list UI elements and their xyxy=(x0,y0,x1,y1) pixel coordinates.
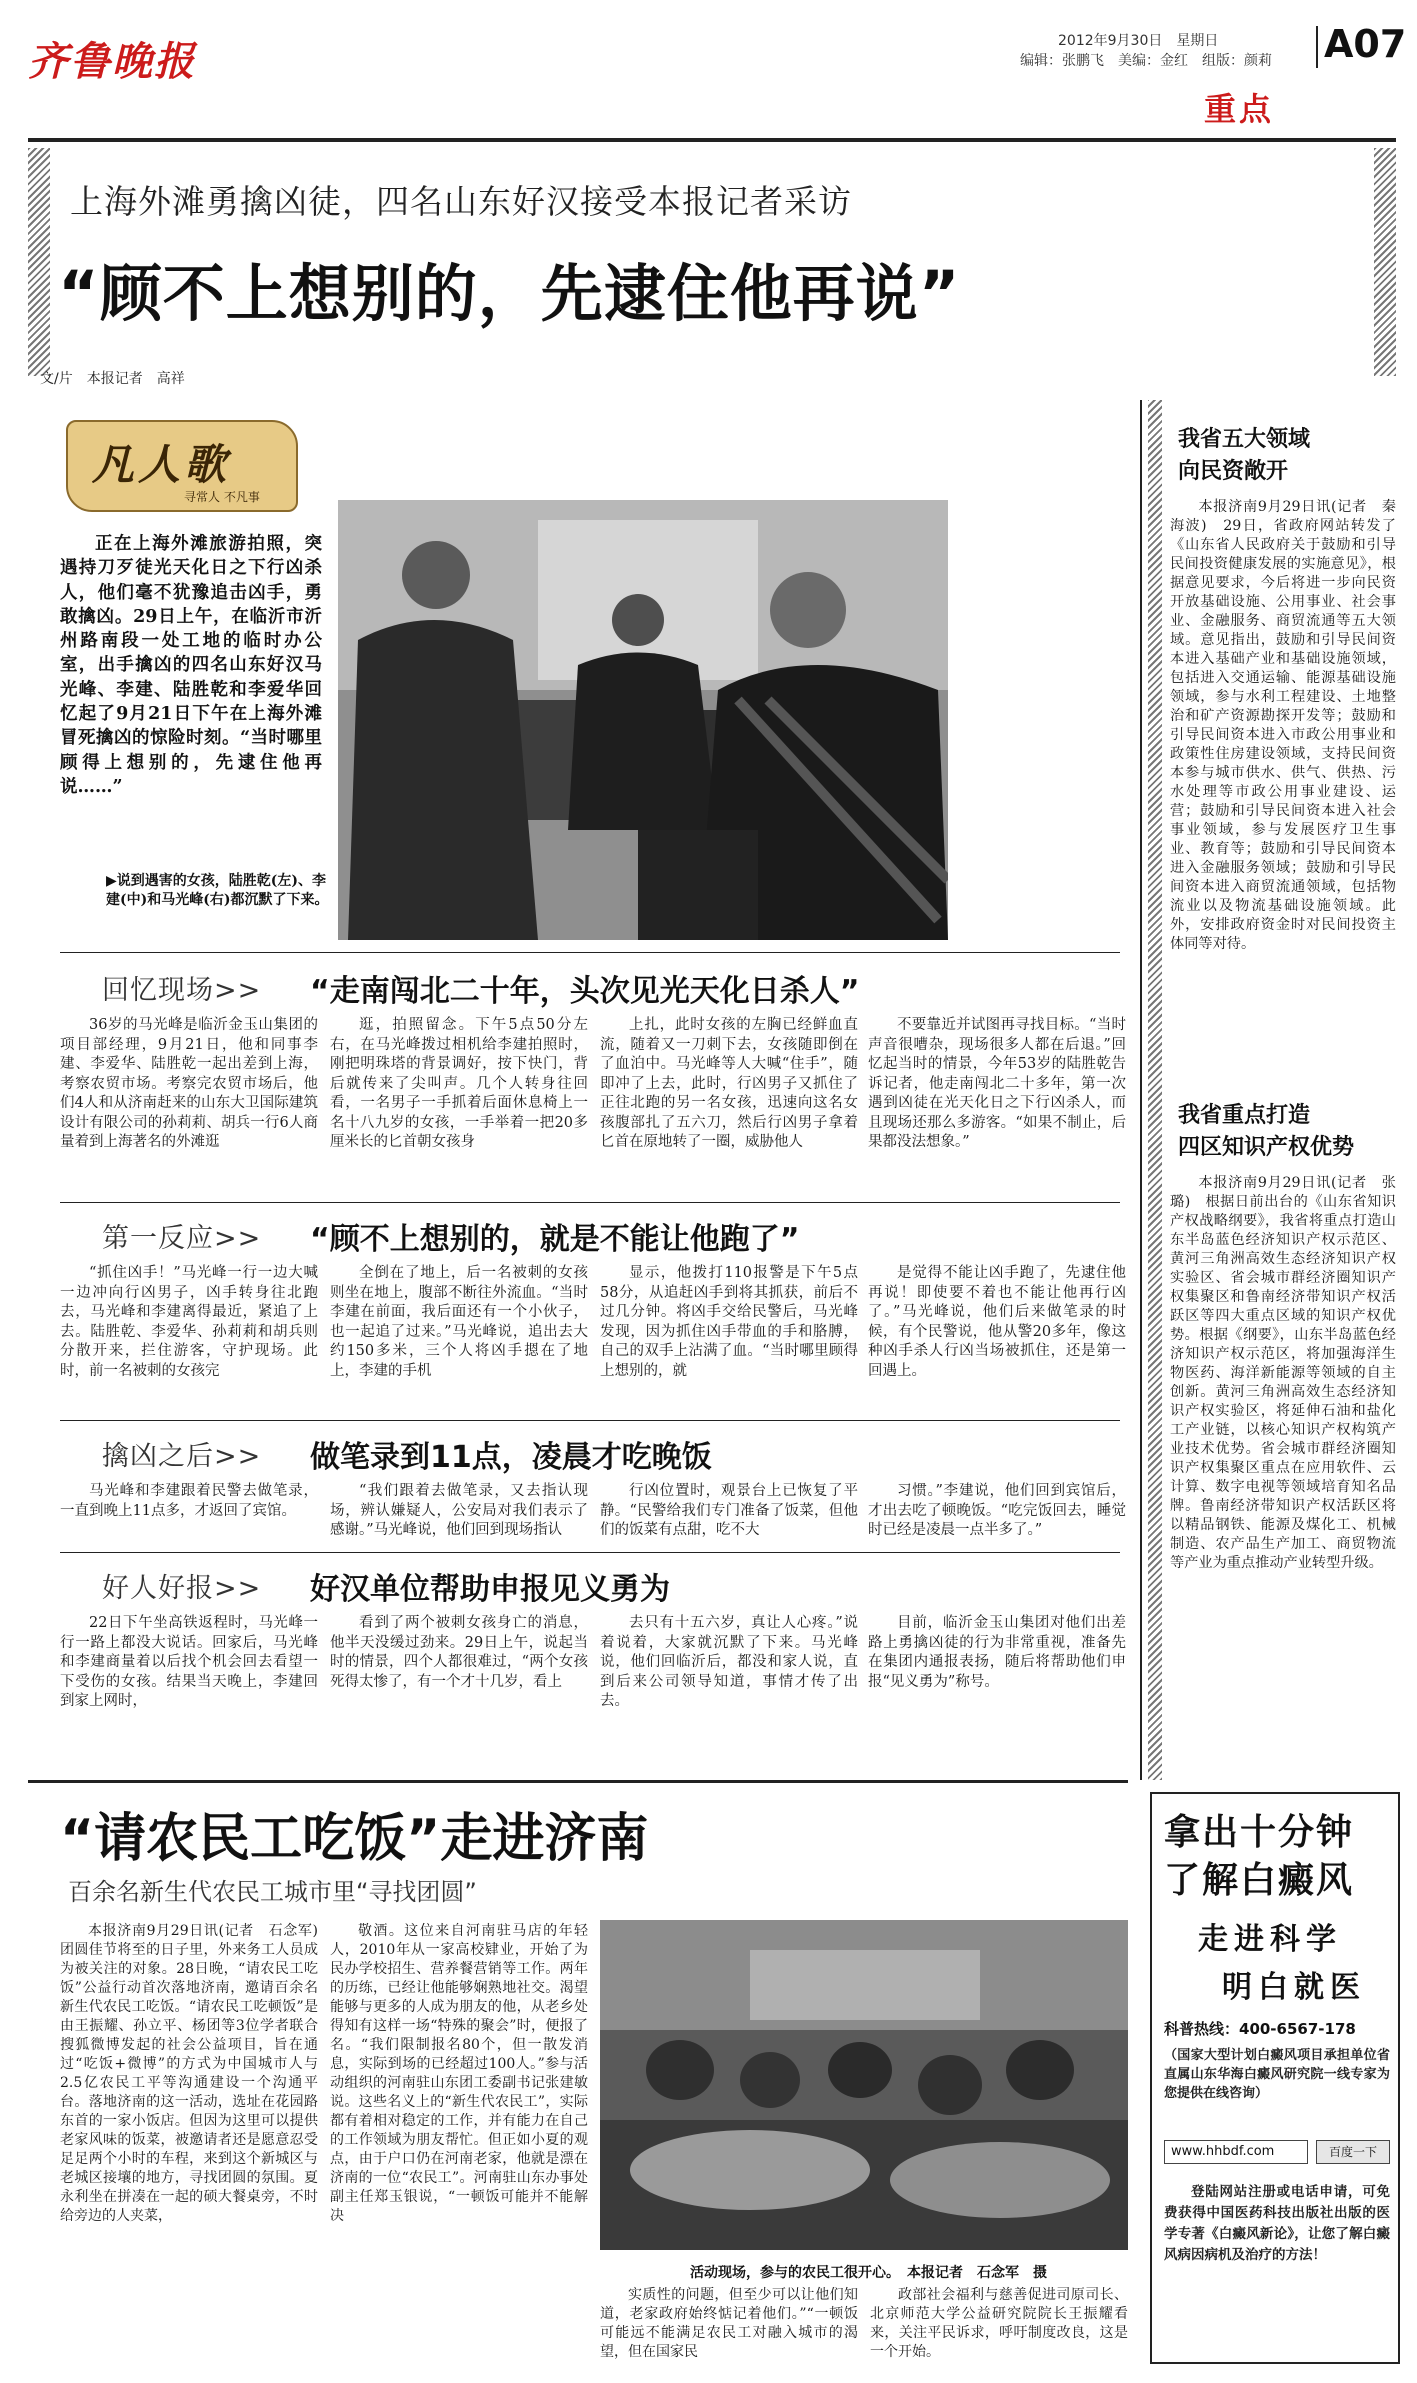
newspaper-logo: 齐鲁晚报 xyxy=(28,38,196,85)
sidebar-story-private-capital xyxy=(1170,424,1396,954)
sidebar-divider xyxy=(1140,400,1142,1780)
section-title: “走南闯北二十年，头次见光天化日杀人” xyxy=(310,974,860,1009)
section-title: 好汉单位帮助申报见义勇为 xyxy=(310,1572,670,1607)
section-column: 看到了两个被刺女孩身亡的消息，他半天没缓过劲来。29日上午，说起当时的情景，四个人都很难过，“两个女孩死得太惨了，有一个才十几岁，看上 xyxy=(330,1615,588,1690)
second-column: 敬酒。这位来自河南驻马店的年轻人，2010年从一家高校肄业，开始了为民办学校招生、营养餐营销等工作。两年的历练，已经让他能够娴熟地社交。渴望能够与更多的人成为朋友的他，从老乡处得知有这样一场“特殊的聚会”时，便报了名。“我们限制报名80个，但一散发消息，实际到场的已经超过100人。”参与活动组织的河南驻山东团工委副书记张建敏说。这些名义上的“新生代农民工”，实际都有着相对稳定的工作，并有能力在自己的工作领域为朋友帮忙。但正如小夏的观点，由于户口仍在河南老家，他就是漂在济南的一位“农民工”。河南驻山东办事处副主任郑玉银说，“一顿饭可能并不能解决 xyxy=(330,1923,588,2224)
page-number: A07 xyxy=(1324,22,1407,66)
section-column: 上扎，此时女孩的左胸已经鲜血直流，随着又一刀刺下去，女孩随即倒在了血泊中。马光峰等人大喊“住手”，随即冲了上去，此时，行凶男子又抓住了正往北跑的另一名女孩，迅速向这名女孩腹部扎了五六刀，然后行凶男子拿着匕首在原地转了一圈，威胁他人 xyxy=(600,1017,858,1150)
section-rule xyxy=(60,1552,1120,1553)
ad-note: （国家大型计划白癜风项目承担单位省直属山东华海白癜风研究院一线专家为您提供在线咨询） xyxy=(1164,2048,1390,2101)
column-logo-subtitle: 寻常人 不凡事 xyxy=(184,490,260,504)
section-title: 做笔录到11点，凌晨才吃晚饭 xyxy=(310,1440,712,1475)
section-recall xyxy=(60,964,1125,1222)
masthead-rule xyxy=(28,138,1396,142)
masthead xyxy=(0,0,1417,145)
section-column: “我们跟着去做笔录，又去指认现场，辨认嫌疑人，公安局对我们表示了感谢。”马光峰说，他们回到现场指认 xyxy=(330,1483,588,1538)
section-after-capture xyxy=(60,1430,1125,1580)
editors-credit: 编辑：张鹏飞 美编：金红 组版：颜莉 xyxy=(1020,53,1272,69)
column-logo xyxy=(66,420,298,512)
header-hatch-right xyxy=(1374,148,1396,376)
lead-intro: 正在上海外滩旅游拍照，突遇持刀歹徒光天化日之下行凶杀人，他们毫不犹豫追击凶手，勇敢擒凶。29日上午，在临沂市沂州路南段一处工地的临时办公室，出手擒凶的四名山东好汉马光峰、李建、陆胜乾和李爱华回忆起了9月21日下午在上海外滩冒死擒凶的惊险时刻。“当时哪里顾得上想别的，先逮住他再说……” xyxy=(60,534,322,797)
section-column: 逛，拍照留念。下午5点50分左右，在马光峰拨过相机给李建拍照时，刚把明珠塔的背景调好，按下快门，背后就传来了尖叫声。几个人转身往回看，一名男子一手抓着后面休息椅上一名十八九岁的女孩，一手举着一把20多厘米长的匕首朝女孩身 xyxy=(330,1017,588,1150)
second-photo-image xyxy=(600,1920,1128,2250)
issue-date: 2012年9月30日 星期日 xyxy=(1058,33,1219,49)
sidebar-story-title: 我省重点打造 xyxy=(1178,1103,1311,1128)
section-rule xyxy=(60,1420,1120,1421)
section-column: “抓住凶手！”马光峰一行一边大喊一边冲向行凶男子，凶手转身往北跑去，马光峰和李建离得最近，紧追了上去。陆胜乾、李爱华、孙莉莉和胡兵则分散开来，拦住游客，守护现场。此时，前一名被刺的女孩完 xyxy=(60,1265,318,1379)
section-label: 擒凶之后>> xyxy=(102,1441,262,1472)
section-column: 全倒在了地上，后一名被刺的女孩则坐在地上，腹部不断往外流血。“当时李建在前面，我后面还有一个小伙子，也一起追了过来。”马光峰说，追出去大约150多米，三个人将凶手摁在了地上，李建的手机 xyxy=(330,1265,588,1379)
lead-header xyxy=(28,148,1396,378)
section-column: 22日下午坐高铁返程时，马光峰一行一路上都没大说话。回家后，马光峰和李建商量着以后找个机会回去看望一下受伤的女孩。结果当天晚上，李建回到家上网时， xyxy=(60,1615,318,1709)
second-story-rule xyxy=(28,1780,1128,1783)
ad-search-button[interactable]: 百度一下 xyxy=(1316,2140,1390,2164)
sidebar-story-title: 我省五大领域 xyxy=(1178,427,1311,452)
section-column: 行凶位置时，观景台上已恢复了平静。“民警给我们专门准备了饭菜，但他们的饭菜有点甜，吃不大 xyxy=(600,1483,858,1538)
section-column: 目前，临沂金玉山集团对他们出差路上勇擒凶徒的行为非常重视，准备先在集团内通报表扬，随后将帮助他们申报“见义勇为”称号。 xyxy=(868,1615,1126,1690)
second-column: 本报济南9月29日讯(记者 石念军) 团圆佳节将至的日子里，外来务工人员成为被关注的对象。28日晚，“请农民工吃饭”公益行动首次落地济南，邀请百余名新生代农民工吃饭。“请农民工吃顿饭”是由王振耀、孙立平、杨团等3位学者联合搜狐微博发起的社会公益项目，旨在通过“吃饭+微博”的方式为中国城市人与2.5亿农民工平等沟通建设一个沟通平台。落地济南的这一活动，选址在花园路东首的一家小饭店。但因为这里可以提供老家风味的饭菜，被邀请者还是愿意忍受足足两个小时的车程，来到这个新城区与老城区接壤的地方，寻找团圆的氛围。夏永利坐在拼凑在一起的硕大餐桌旁，不时给旁边的人夹菜， xyxy=(60,1923,332,2224)
section-rule xyxy=(60,1202,1120,1203)
header-hatch-left xyxy=(28,148,50,376)
second-headline: “请农民工吃饭”走进济南 xyxy=(60,1809,649,1869)
sidebar-story-ip xyxy=(1170,1100,1396,1573)
section-good-rewards xyxy=(60,1562,1125,1752)
ad-footer: 登陆网站注册或电话申请，可免费获得中国医药科技出版社出版的医学专著《白癜风新论》，让您了解白癜风病因病机及治疗的方法！ xyxy=(1164,2184,1390,2263)
sidebar-story-body: 本报济南9月29日讯(记者 秦海波) 29日，省政府网站转发了《山东省人民政府关于鼓励和引导民间投资健康发展的实施意见》，根据意见要求，今后将进一步向民资开放基础设施、公用事业、社会事业、金融服务、商贸流通等五大领域。意见指出，鼓励和引导民间资本进入基础产业和基础设施领域，包括进入交通运输、能源基础设施领域，参与水利工程建设、土地整治和矿产资源勘探开发等；鼓励和引导民间资本进入市政公用事业和政策性住房建设领域，支持民间资本参与城市供水、供气、供热、污水处理等市政公用事业建设、运营；鼓励和引导民间资本进入社会事业领域，参与发展医疗卫生事业、教育等；鼓励和引导民间资本进入金融服务领域；鼓励和引导民间资本进入商贸流通领域，包括物流业以及物流基础设施领域。此外，安排政府资金时对民间投资主体同等对待。 xyxy=(1170,499,1396,952)
lead-photo-caption: ▶说到遇害的女孩，陆胜乾(左)、李建(中)和马光峰(右)都沉默了下来。 xyxy=(106,873,329,908)
masthead-divider xyxy=(1316,26,1318,68)
sidebar-story-body: 本报济南9月29日讯(记者 张璐) 根据日前出台的《山东省知识产权战略纲要》，我省将重点打造山东半岛蓝色经济知识产权示范区、黄河三角洲高效生态经济知识产权实验区、省会城市群经济圈知识产权集聚区和鲁南经济带知识产权活跃区等四大重点区域的知识产权优势。根据《纲要》，山东半岛蓝色经济知识产权示范区，将加强海洋生物医药、海洋新能源等领域的自主创新。黄河三角洲高效生态经济知识产权实验区，将延伸石油和盐化工产业链，以核心知识产权构筑产业技术优势。省会城市群经济圈知识产权集聚区重点在应用软件、云计算、数字电视等领域培育知名品牌。鲁南经济带知识产权活跃区将以精品钢铁、能源及煤化工、机械制造、农产品生产加工、商贸物流等产业为重点推动产业转型升级。 xyxy=(1170,1175,1396,1571)
section-name: 重点 xyxy=(1204,90,1275,128)
section-column: 显示，他拨打110报警是下午5点58分，从追赶凶手到将其抓获，前后不过几分钟。将凶手交给民警后，马光峰发现，因为抓住凶手带血的手和胳膊，自己的双手上沾满了血。“当时哪里顾得上想别的，就 xyxy=(600,1265,858,1379)
section-column: 习惯。”李建说，他们回到宾馆后，才出去吃了顿晚饭。“吃完饭回去，睡觉时已经是凌晨一点半多了。” xyxy=(868,1483,1126,1538)
ad-url-text: www.hhbdf.com xyxy=(1171,2144,1275,2159)
second-photo-caption: 活动现场，参与的农民工很开心。 本报记者 石念军 摄 xyxy=(690,2265,1047,2281)
section-first-reaction xyxy=(60,1212,1125,1432)
lead-photo-image xyxy=(338,500,948,940)
lead-bottom-rule xyxy=(60,952,1120,953)
lead-headline: “顾不上想别的，先逮住他再说” xyxy=(58,257,961,330)
lead-kicker: 上海外滩勇擒凶徒，四名山东好汉接受本报记者采访 xyxy=(70,182,852,221)
section-column: 不要靠近并试图再寻找目标。“当时声音很嘈杂，现场很多人都在后退。”回忆起当时的情景，今年53岁的陆胜乾告诉记者，他走南闯北二十多年，第一次遇到凶徒在光天化日之下行凶杀人，而且现场还那么多游客。“如果不制止，后果都没法想象。” xyxy=(868,1017,1126,1150)
column-logo-title: 凡人歌 xyxy=(92,440,231,489)
section-column: 是觉得不能让凶手跑了，先逮住他再说！即使要不着也不能让他再行凶了。”马光峰说，他们后来做笔录的时候，有个民警说，他从警20多年，像这种凶手杀人行凶当场被抓住，还是第一回遇上。 xyxy=(868,1265,1126,1379)
second-bottom-column: 政部社会福利与慈善促进司原司长、北京师范大学公益研究院院长王振耀看来，关注平民诉求，呼吁制度改良，这是一个开始。 xyxy=(870,2287,1128,2360)
section-title: “顾不上想别的，就是不能让他跑了” xyxy=(310,1222,800,1257)
second-bottom-column: 实质性的问题，但至少可以让他们知道，老家政府始终惦记着他们。”“一顿饭可能远不能满足农民工对融入城市的渴望，但在国家民 xyxy=(600,2287,858,2360)
ad-headline: 拿出十分钟 xyxy=(1164,1812,1355,1853)
sidebar-story-title: 向民资敞开 xyxy=(1178,459,1289,484)
ad-hotline: 科普热线：400-6567-178 xyxy=(1164,2020,1356,2038)
second-subhead: 百余名新生代农民工城市里“寻找团圆” xyxy=(68,1878,477,1906)
section-column: 马光峰和李建跟着民警去做笔录，一直到晚上11点多，才返回了宾馆。 xyxy=(60,1483,318,1519)
section-label: 第一反应>> xyxy=(102,1223,262,1254)
lead-photo xyxy=(338,500,948,940)
sidebar-hatch xyxy=(1148,400,1162,1780)
second-photo xyxy=(600,1920,1128,2250)
vitiligo-ad xyxy=(1150,1792,1400,2364)
sidebar-story-title: 四区知识产权优势 xyxy=(1178,1135,1355,1160)
ad-subtitle: 走进科学 xyxy=(1198,1922,1342,1957)
ad-headline: 了解白癜风 xyxy=(1164,1860,1355,1901)
ad-search-box[interactable] xyxy=(1164,2140,1308,2164)
section-label: 回忆现场>> xyxy=(102,975,262,1006)
section-column: 36岁的马光峰是临沂金玉山集团的项目部经理，9月21日，他和同事李建、李爱华、陆胜乾一起出差到上海，考察农贸市场。考察完农贸市场后，他们4人和从济南赶来的山东大卫国际建筑设计有限公司的孙莉莉、胡兵一行6人商量着到上海著名的外滩逛 xyxy=(60,1017,318,1150)
section-label: 好人好报>> xyxy=(102,1573,262,1604)
section-column: 去只有十五六岁，真让人心疼。”说着说着，大家就沉默了下来。马光峰说，他们回临沂后，都没和家人说，直到后来公司领导知道，事情才传了出去。 xyxy=(600,1615,858,1709)
lead-byline: 文/片 本报记者 高祥 xyxy=(40,371,185,387)
ad-subtitle: 明白就医 xyxy=(1222,1970,1366,2005)
